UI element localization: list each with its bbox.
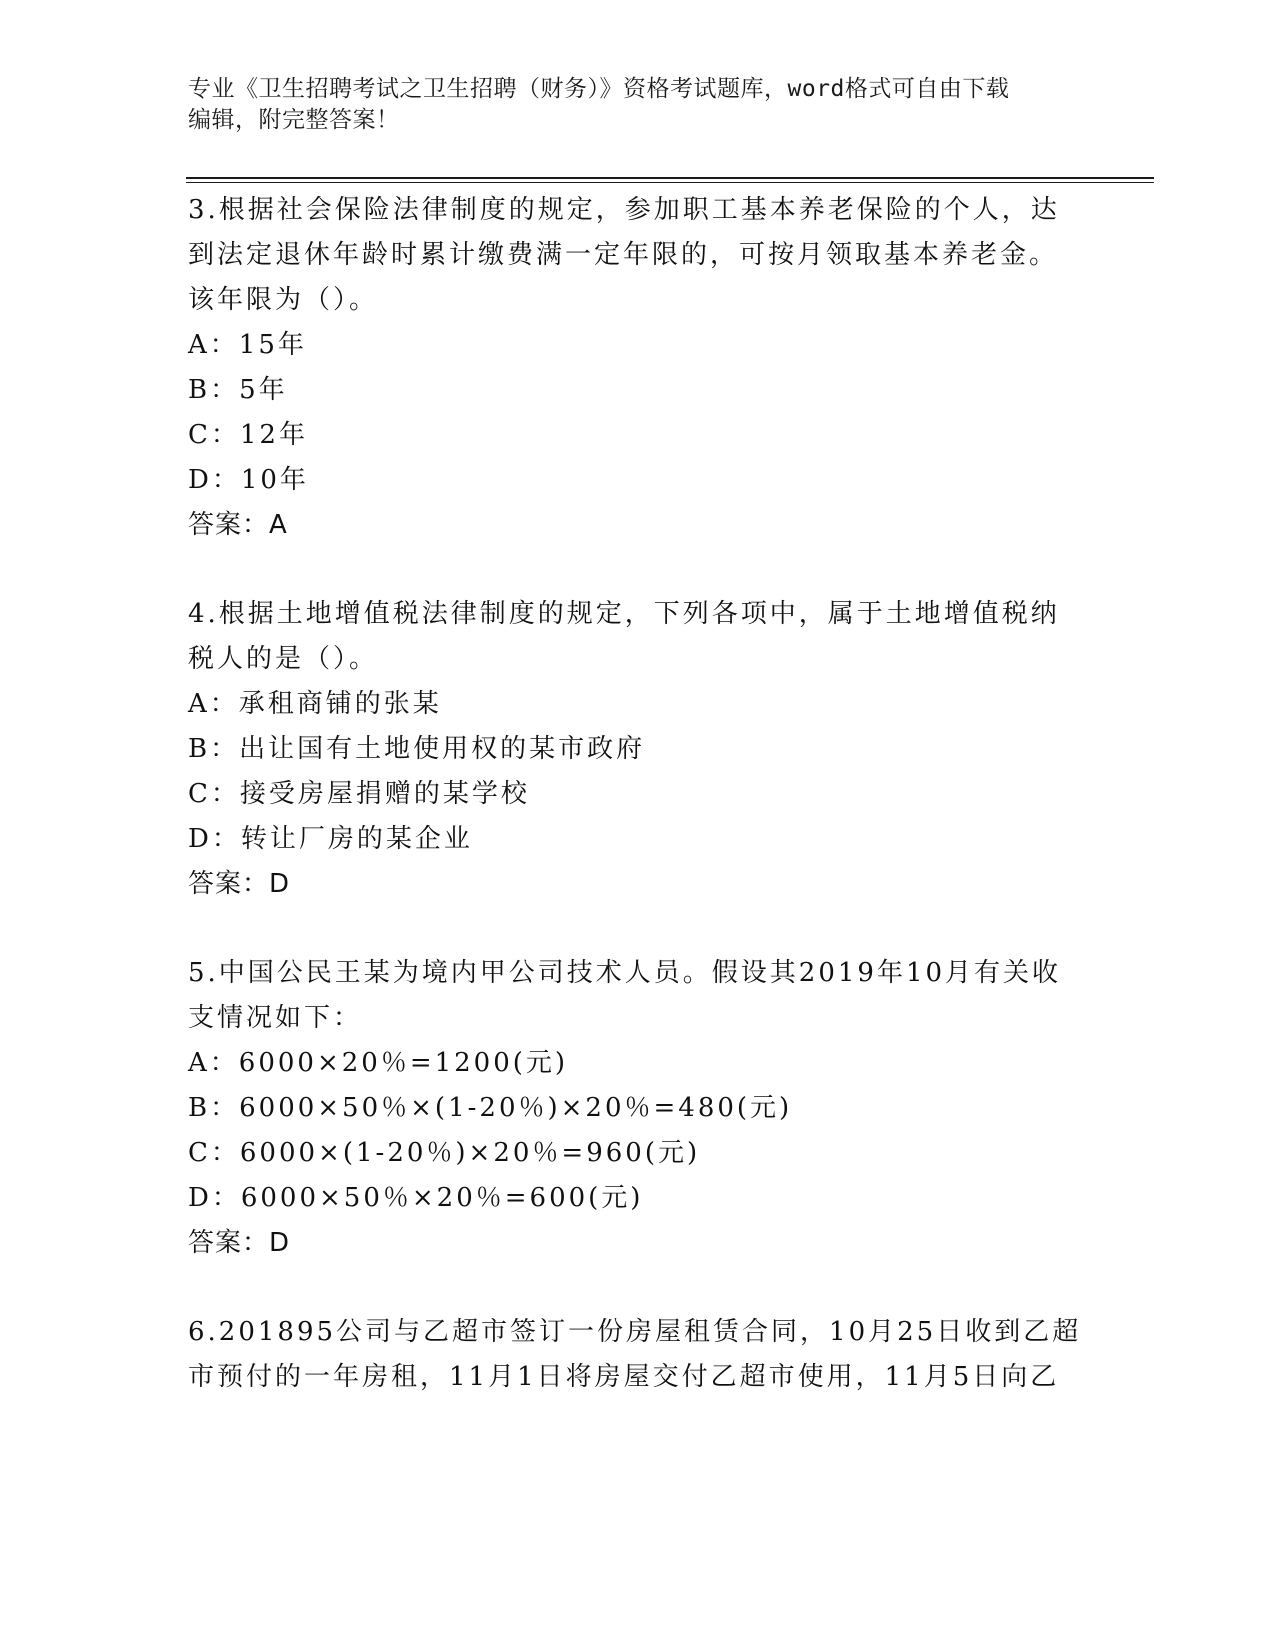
question-text-line: 支情况如下： (188, 1003, 363, 1033)
header-line-1: 专业《卫生招聘考试之卫生招聘（财务）》资格考试题库，word格式可自由下载 (188, 76, 1010, 102)
option-c: C：12年 (188, 420, 308, 450)
option-d: D：10年 (188, 465, 309, 495)
question-text-line: 6.201895公司与乙超市签订一份房屋租赁合同，10月25日收到乙超 (188, 1317, 1082, 1347)
question-6 (188, 1310, 1088, 1400)
question-5 (188, 951, 1088, 1266)
option-d: D：6000×50％×20％=600(元) (188, 1183, 644, 1213)
answer-label: 答案：D (188, 869, 291, 899)
option-c: C：6000×(1-20％)×20％=960(元) (188, 1138, 701, 1168)
question-text-line: 到法定退休年龄时累计缴费满一定年限的，可按月领取基本养老金。 (188, 240, 1059, 270)
answer-label: 答案：A (188, 510, 288, 540)
header-rule-thick (186, 177, 1154, 179)
option-b: B：5年 (188, 375, 288, 405)
question-text-line: 3.根据社会保险法律制度的规定，参加职工基本养老保险的个人，达 (188, 195, 1060, 225)
answer-label: 答案：D (188, 1228, 291, 1258)
question-text-line: 4.根据土地增值税法律制度的规定，下列各项中，属于土地增值税纳 (188, 599, 1060, 629)
option-b: B：出让国有土地使用权的某市政府 (188, 734, 646, 764)
header-rule-thin (186, 182, 1154, 183)
option-a: A：15年 (188, 330, 307, 360)
question-text-line: 该年限为（）。 (188, 285, 379, 315)
option-d: D：转让厂房的某企业 (188, 824, 473, 854)
question-4 (188, 592, 1088, 907)
document-header (188, 74, 1088, 136)
question-list (188, 188, 1088, 1444)
question-text-line: 5.中国公民王某为境内甲公司技术人员。假设其2019年10月有关收 (188, 958, 1062, 988)
question-3 (188, 188, 1088, 548)
header-line-2: 编辑，附完整答案！ (188, 107, 400, 133)
option-a: A：6000×20％=1200(元) (188, 1048, 569, 1078)
question-text-line: 市预付的一年房租，11月1日将房屋交付乙超市使用，11月5日向乙 (188, 1362, 1060, 1392)
question-text-line: 税人的是（）。 (188, 644, 379, 674)
option-b: B：6000×50％×(1-20％)×20％=480(元) (188, 1093, 793, 1123)
option-a: A：承租商铺的张某 (188, 689, 442, 719)
option-c: C：接受房屋捐赠的某学校 (188, 779, 530, 809)
